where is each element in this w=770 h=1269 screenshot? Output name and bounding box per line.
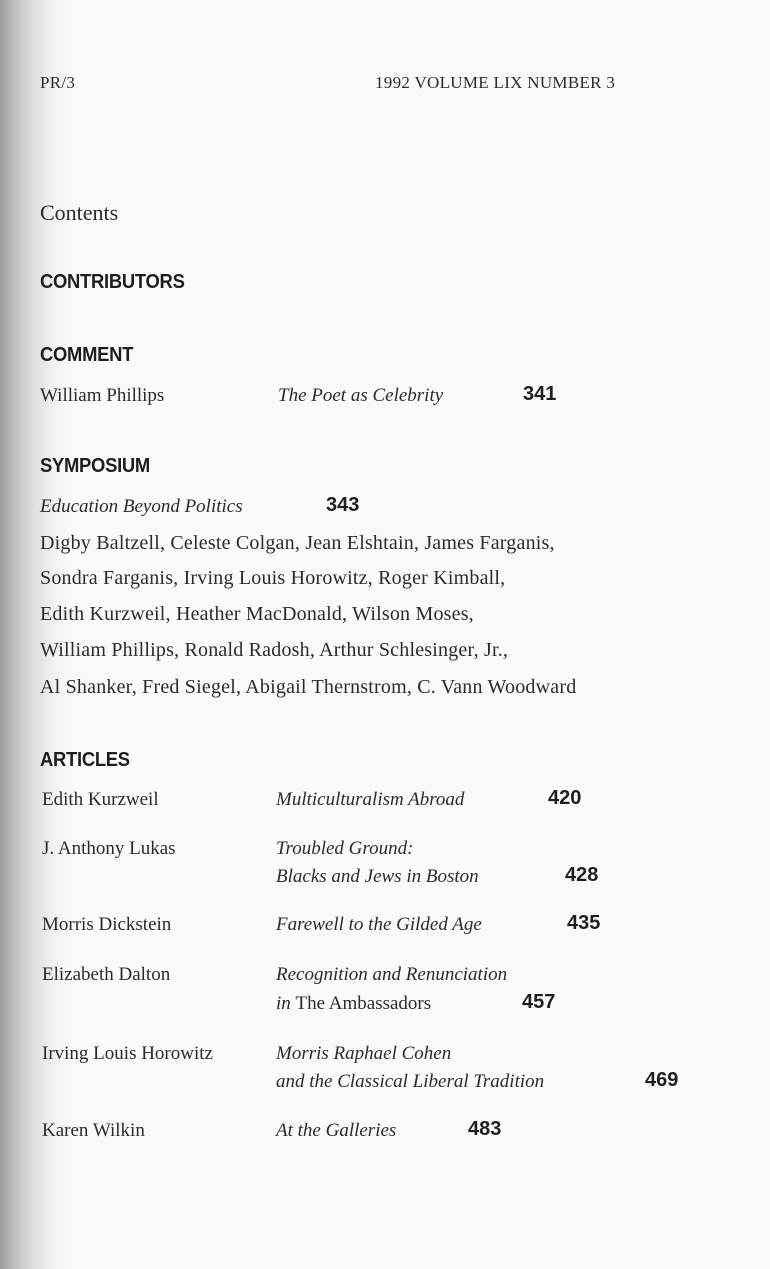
issue-info: 1992 VOLUME LIX NUMBER 3 — [375, 73, 616, 92]
article-author: Morris Dickstein — [42, 914, 172, 935]
page-title: Contents — [40, 200, 119, 225]
article-title-roman-part: The Ambassadors — [295, 993, 432, 1014]
article-page: 469 — [645, 1069, 679, 1091]
symposium-participants-line: Sondra Farganis, Irving Louis Horowitz, Roger Kimball, — [40, 567, 506, 589]
symposium-participants-line: Edith Kurzweil, Heather MacDonald, Wilson Moses, — [40, 603, 474, 625]
article-title: Recognition and Renunciation — [276, 964, 508, 985]
article-page: 420 — [548, 787, 582, 809]
article-page: 435 — [567, 912, 601, 934]
symposium-page: 343 — [326, 494, 360, 516]
article-title-continued: Blacks and Jews in Boston — [276, 866, 479, 887]
article-author: J. Anthony Lukas — [42, 838, 176, 859]
symposium-participants-line: Digby Baltzell, Celeste Colgan, Jean Elshtain, James Farganis, — [40, 532, 555, 554]
article-author: Elizabeth Dalton — [42, 964, 171, 985]
comment-title: The Poet as Celebrity — [278, 385, 444, 406]
section-heading-symposium: SYMPOSIUM — [40, 455, 150, 477]
article-page: 483 — [468, 1118, 502, 1140]
article-author: Edith Kurzweil — [42, 789, 159, 810]
article-author: Irving Louis Horowitz — [42, 1043, 213, 1064]
section-heading-contributors: CONTRIBUTORS — [40, 271, 185, 293]
article-page: 457 — [522, 991, 556, 1013]
symposium-title: Education Beyond Politics — [40, 496, 243, 517]
page-gutter-shadow — [0, 0, 70, 1269]
symposium-participants-line: Al Shanker, Fred Siegel, Abigail Thernstrom, C. Vann Woodward — [40, 676, 577, 698]
comment-author: William Phillips — [40, 385, 165, 406]
article-author: Karen Wilkin — [42, 1120, 145, 1141]
journal-code: PR/3 — [40, 73, 76, 92]
article-title-continued — [276, 993, 431, 1015]
comment-page: 341 — [523, 383, 557, 405]
article-title: Morris Raphael Cohen — [276, 1043, 452, 1064]
article-title: Multiculturalism Abroad — [276, 789, 465, 810]
article-title-continued: and the Classical Liberal Tradition — [276, 1071, 545, 1092]
article-title: Troubled Ground: — [276, 838, 414, 859]
symposium-participants-line: William Phillips, Ronald Radosh, Arthur Schlesinger, Jr., — [40, 639, 509, 661]
section-heading-articles: ARTICLES — [40, 749, 130, 771]
article-title: Farewell to the Gilded Age — [276, 914, 482, 935]
article-title: At the Galleries — [276, 1120, 397, 1141]
section-heading-comment: COMMENT — [40, 344, 134, 366]
article-title-italic-part: in — [276, 993, 291, 1014]
article-page: 428 — [565, 864, 599, 886]
